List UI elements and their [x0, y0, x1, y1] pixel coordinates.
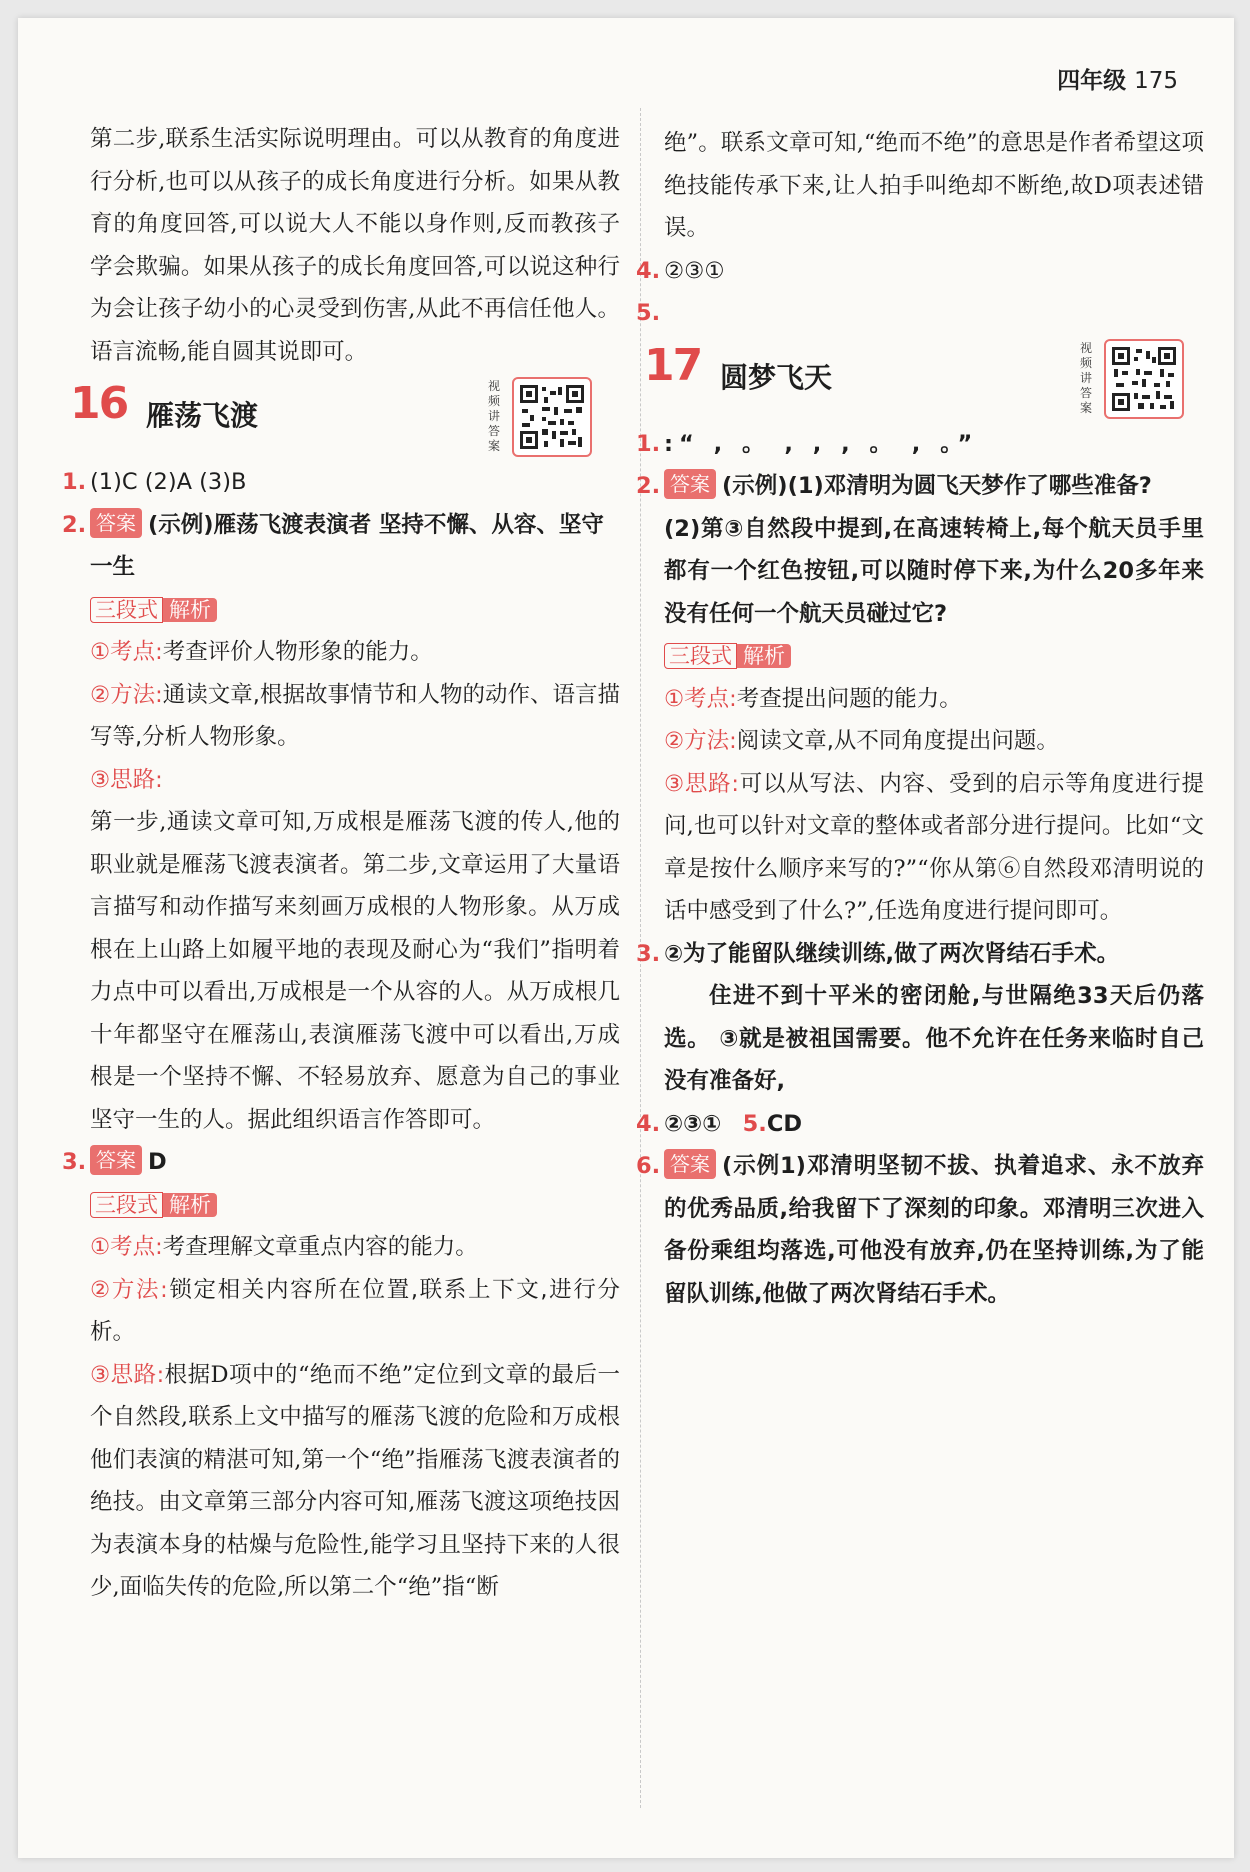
grade-label: 四年级: [1057, 68, 1127, 94]
q16-2-answer: 2. 答案 (示例)雁荡飞渡表演者 坚持不懈、从容、坚守一生: [90, 504, 620, 589]
qr-code-icon: [512, 377, 592, 457]
q16-4: 4. ②③①: [636, 257, 725, 284]
three-part-analysis-tag: 三段式 解析: [90, 595, 217, 625]
answer-tag: 答案: [664, 469, 716, 499]
q17-4-5: 4. ②③① 5.CD: [636, 1110, 803, 1137]
page-header: [1057, 62, 1178, 95]
lesson-16-heading: [70, 377, 620, 457]
q16-2-kaodian: ①考点:考查评价人物形象的能力。: [90, 639, 433, 665]
answer-tag: 答案: [664, 1149, 716, 1179]
intro-step2: 第二步,联系生活实际说明理由。可以从教育的角度进行分析,也可以从孩子的成长角度进行分析。如果从教育的角度回答,可以说大人不能以身作则,反而教孩子学会欺骗。如果从孩子的成长角度回答,可以说这种行为会让孩子幼小的心灵受到伤害,从此不再信任他人。语言流畅,能自圆其说即可。: [90, 126, 620, 365]
lesson-number: 17: [644, 339, 702, 391]
q17-6-answer: 6. 答案 (示例1)邓清明坚韧不拔、执着追求、永不放弃的优秀品质,给我留下了深刻的印象。邓清明三次进入备份乘组均落选,可他没有放弃,仍在坚持训练,为了能留队训练,他做了两次肾结石手术。: [664, 1145, 1204, 1315]
q17-2-fangfa: ②方法:阅读文章,从不同角度提出问题。: [664, 728, 1059, 754]
q16-3-silu-continued: 绝”。联系文章可知,“绝而不绝”的意思是作者希望这项绝技能传承下来,让人拍手叫绝却不断绝,故D项表述错误。: [664, 130, 1204, 241]
q16-2-silu-label: ③思路:: [90, 766, 163, 793]
q17-1: 1. :“ , 。 , , , 。 , 。”: [636, 430, 979, 457]
qr-label: 视频讲答案: [488, 379, 501, 453]
q16-3-answer: 3. 答案 D: [90, 1141, 620, 1184]
q16-3-kaodian: ①考点:考查理解文章重点内容的能力。: [90, 1234, 478, 1260]
lesson-title: 圆梦飞天: [720, 360, 833, 394]
right-column: [636, 122, 1204, 1315]
q17-3-line2: 住进不到十平米的密闭舱,与世隔绝33天后仍落选。 ③就是被祖国需要。他不允许在任务来临时自己没有准备好,: [664, 983, 1204, 1094]
three-part-analysis-tag: 三段式 解析: [664, 641, 791, 671]
q16-2-fangfa: ②方法:通读文章,根据故事情节和人物的动作、语言描写等,分析人物形象。: [90, 681, 620, 750]
q16-3-silu: ③思路:根据D项中的“绝而不绝”定位到文章的最后一个自然段,联系上文中描写的雁荡飞渡的危险和万成根他们表演的精湛可知,第一个“绝”指雁荡飞渡表演者的绝技。由文章第三部分内容可知,雁荡飞渡这项绝技因为表演本身的枯燥与危险性,能学习且坚持下来的人很少,面临失传的危险,所以第二个“绝”指“断: [90, 1361, 620, 1600]
q17-2-silu: ③思路:可以从写法、内容、受到的启示等角度进行提问,也可以针对文章的整体或者部分进行提问。比如“文章是按什么顺序来写的?”“你从第⑥自然段邓清明说的话中感受到了什么?”,任选角度进行提问即可。: [664, 770, 1204, 924]
q16-3-fangfa: ②方法:锁定相关内容所在位置,联系上下文,进行分析。: [90, 1276, 620, 1345]
lesson-title: 雁荡飞渡: [146, 399, 259, 432]
q16-2-silu: 第一步,通读文章可知,万成根是雁荡飞渡的传人,他的职业就是雁荡飞渡表演者。第二步,文章运用了大量语言描写和动作描写来刻画万成根的人物形象。从万成根在上山路上如履平地的表现及耐心为“我们”指明着力点中可以看出,万成根是一个从容的人。从万成根几十年都坚守在雁荡山,表演雁荡飞渡中可以看出,万成根是一个坚持不懈、不轻易放弃、愿意为自己的事业坚守一生的人。据此组织语言作答即可。: [90, 809, 620, 1133]
video-qr-code[interactable]: [1080, 339, 1188, 417]
book-page: [18, 18, 1234, 1858]
q17-2-answer1: 2. 答案 (示例)(1)邓清明为圆飞天梦作了哪些准备?: [664, 465, 1204, 508]
lesson-number: 16: [70, 378, 128, 429]
q17-3-line1: 3. ②为了能留队继续训练,做了两次肾结石手术。: [636, 940, 1120, 967]
page-number: 175: [1134, 68, 1178, 94]
q17-2-answer2: (2)第③自然段中提到,在高速转椅上,每个航天员手里都有一个红色按钮,可以随时停下来,为什么20多年来没有任何一个航天员碰过它?: [664, 515, 1204, 627]
left-column: [62, 118, 620, 1609]
video-qr-code[interactable]: [488, 377, 596, 455]
three-part-analysis-tag: 三段式 解析: [90, 1190, 217, 1220]
qr-code-icon: [1104, 339, 1184, 419]
q16-1: 1. (1)C (2)A (3)B: [62, 469, 247, 495]
answer-tag: 答案: [90, 508, 142, 538]
q17-2-kaodian: ①考点:考查提出问题的能力。: [664, 685, 962, 712]
answer-tag: 答案: [90, 1145, 142, 1175]
qr-label: 视频讲答案: [1080, 340, 1093, 415]
q16-5-answer: 5.: [636, 300, 661, 326]
lesson-17-heading: [644, 339, 1204, 419]
